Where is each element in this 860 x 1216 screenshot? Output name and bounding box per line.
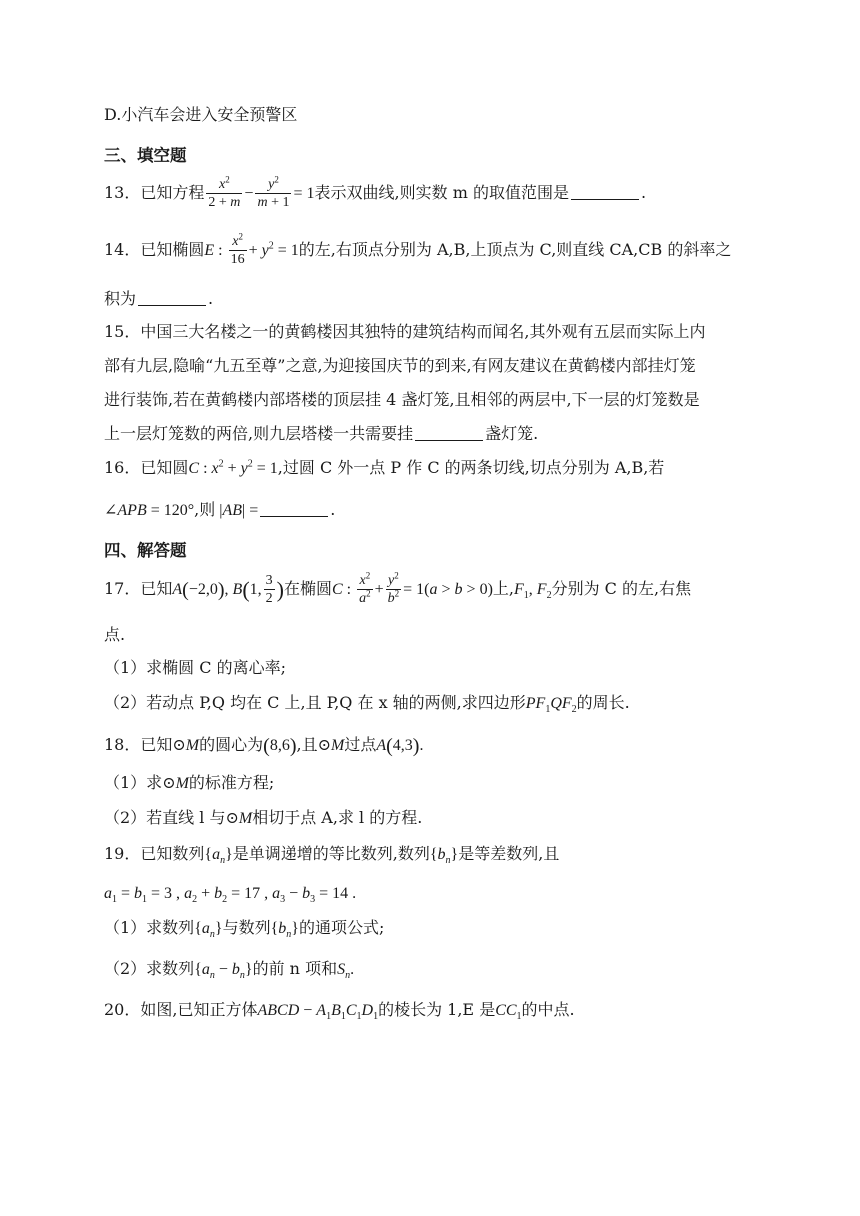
question-15-line3: 进行装饰,若在黄鹤楼内部塔楼的顶层挂 4 盏灯笼,且相邻的两层中,下一层的灯笼数是 [104, 390, 700, 409]
answer-blank [571, 185, 639, 200]
section-heading-solve: 四、解答题 [104, 541, 187, 560]
formula-fraction: $\frac{y^2}{m + 1}$ [257, 174, 290, 210]
question-15-line1: 15．中国三大名楼之一的黄鹤楼因其独特的建筑结构而闻名,其外观有五层而实际上内 [104, 322, 706, 341]
question-14-cont: 积为 . [104, 289, 214, 308]
question-17-part2: （2）若动点 P,Q 均在 C 上,且 P,Q 在 x 轴的两侧,求四边形$PF_1QF_2$的周长. [104, 693, 630, 716]
question-17-cont: 点. [104, 625, 126, 644]
question-20: 20．如图,已知正方体ABCD − $A_1B_1C_1D_1$的棱长为 1,E 是$CC_1$的中点. [104, 1000, 575, 1023]
question-19-part1: （1）求数列$\{a_n\}$与数列$\{b_n\}$的通项公式; [104, 918, 385, 941]
question-18-part2: （2）若直线 l 与⊙M相切于点 A,求 l 的方程. [104, 808, 423, 827]
question-19: 19．已知数列$\{a_n\}$是单调递增的等比数列,数列$\{b_n\}$是等差数列,且 [104, 844, 560, 867]
question-16-cont: ∠APB = 120°,则 |AB| = . [104, 500, 336, 519]
question-13: 13．已知方程 $\frac{x^2}{2 + m}$ − $\frac{y^2}{m + 1}$ = 1表示双曲线,则实数 m 的取值范围是 . [104, 174, 647, 210]
question-14: 14．已知椭圆E : $\frac{x^2}{16}$ + $y^2 = 1$的左,右顶点分别为 A,B,上顶点为 C,则直线 CA,CB 的斜率之 [104, 231, 732, 267]
question-16: 16．已知圆C : $x^2 + y^2 = 1$,过圆 C 外一点 P 作 C 的两条切线,切点分别为 A,B,若 [104, 458, 665, 477]
question-17-part1: （1）求椭圆 C 的离心率; [104, 658, 286, 677]
question-17: 17．已知A(−2,0), B(1, $\frac{3}{2}$ )在椭圆C : $\frac{x^2}{a^2}$ + $\frac{y^2}{b^2}$ = 1(a > b > 0)上$,F_1$, $F_2$分别为 C 的左,右焦 [104, 570, 692, 606]
question-15-line2: 部有九层,隐喻“九五至尊”之意,为迎接国庆节的到来,有网友建议在黄鹤楼内部挂灯笼 [104, 356, 696, 375]
question-18-part1: （1）求⊙M的标准方程; [104, 773, 275, 792]
question-18: 18．已知⊙M的圆心为(8,6),且⊙M过点A(4,3). [104, 735, 424, 757]
question-19-part2: （2）求数列$\{a_n - b_n\}$的前 n 项和$S_n$. [104, 959, 355, 982]
answer-blank [415, 426, 483, 441]
answer-blank [260, 502, 328, 517]
answer-blank [138, 291, 206, 306]
question-15-line4: 上一层灯笼数的两倍,则九层塔楼一共需要挂 盏灯笼. [104, 424, 539, 443]
formula-fraction: $\frac{x^2}{16}$ [230, 231, 245, 267]
formula-fraction: $\frac{x^2}{2 + m}$ [208, 174, 241, 210]
question-19-conditions: $a_1 = b_1 = 3$ , $a_2 + b_2 = 17$ , $a_3 - b_3 = 14$ . [104, 885, 357, 906]
option-d: D.小汽车会进入安全预警区 [104, 105, 298, 124]
section-heading-fill-in: 三、填空题 [104, 146, 187, 165]
